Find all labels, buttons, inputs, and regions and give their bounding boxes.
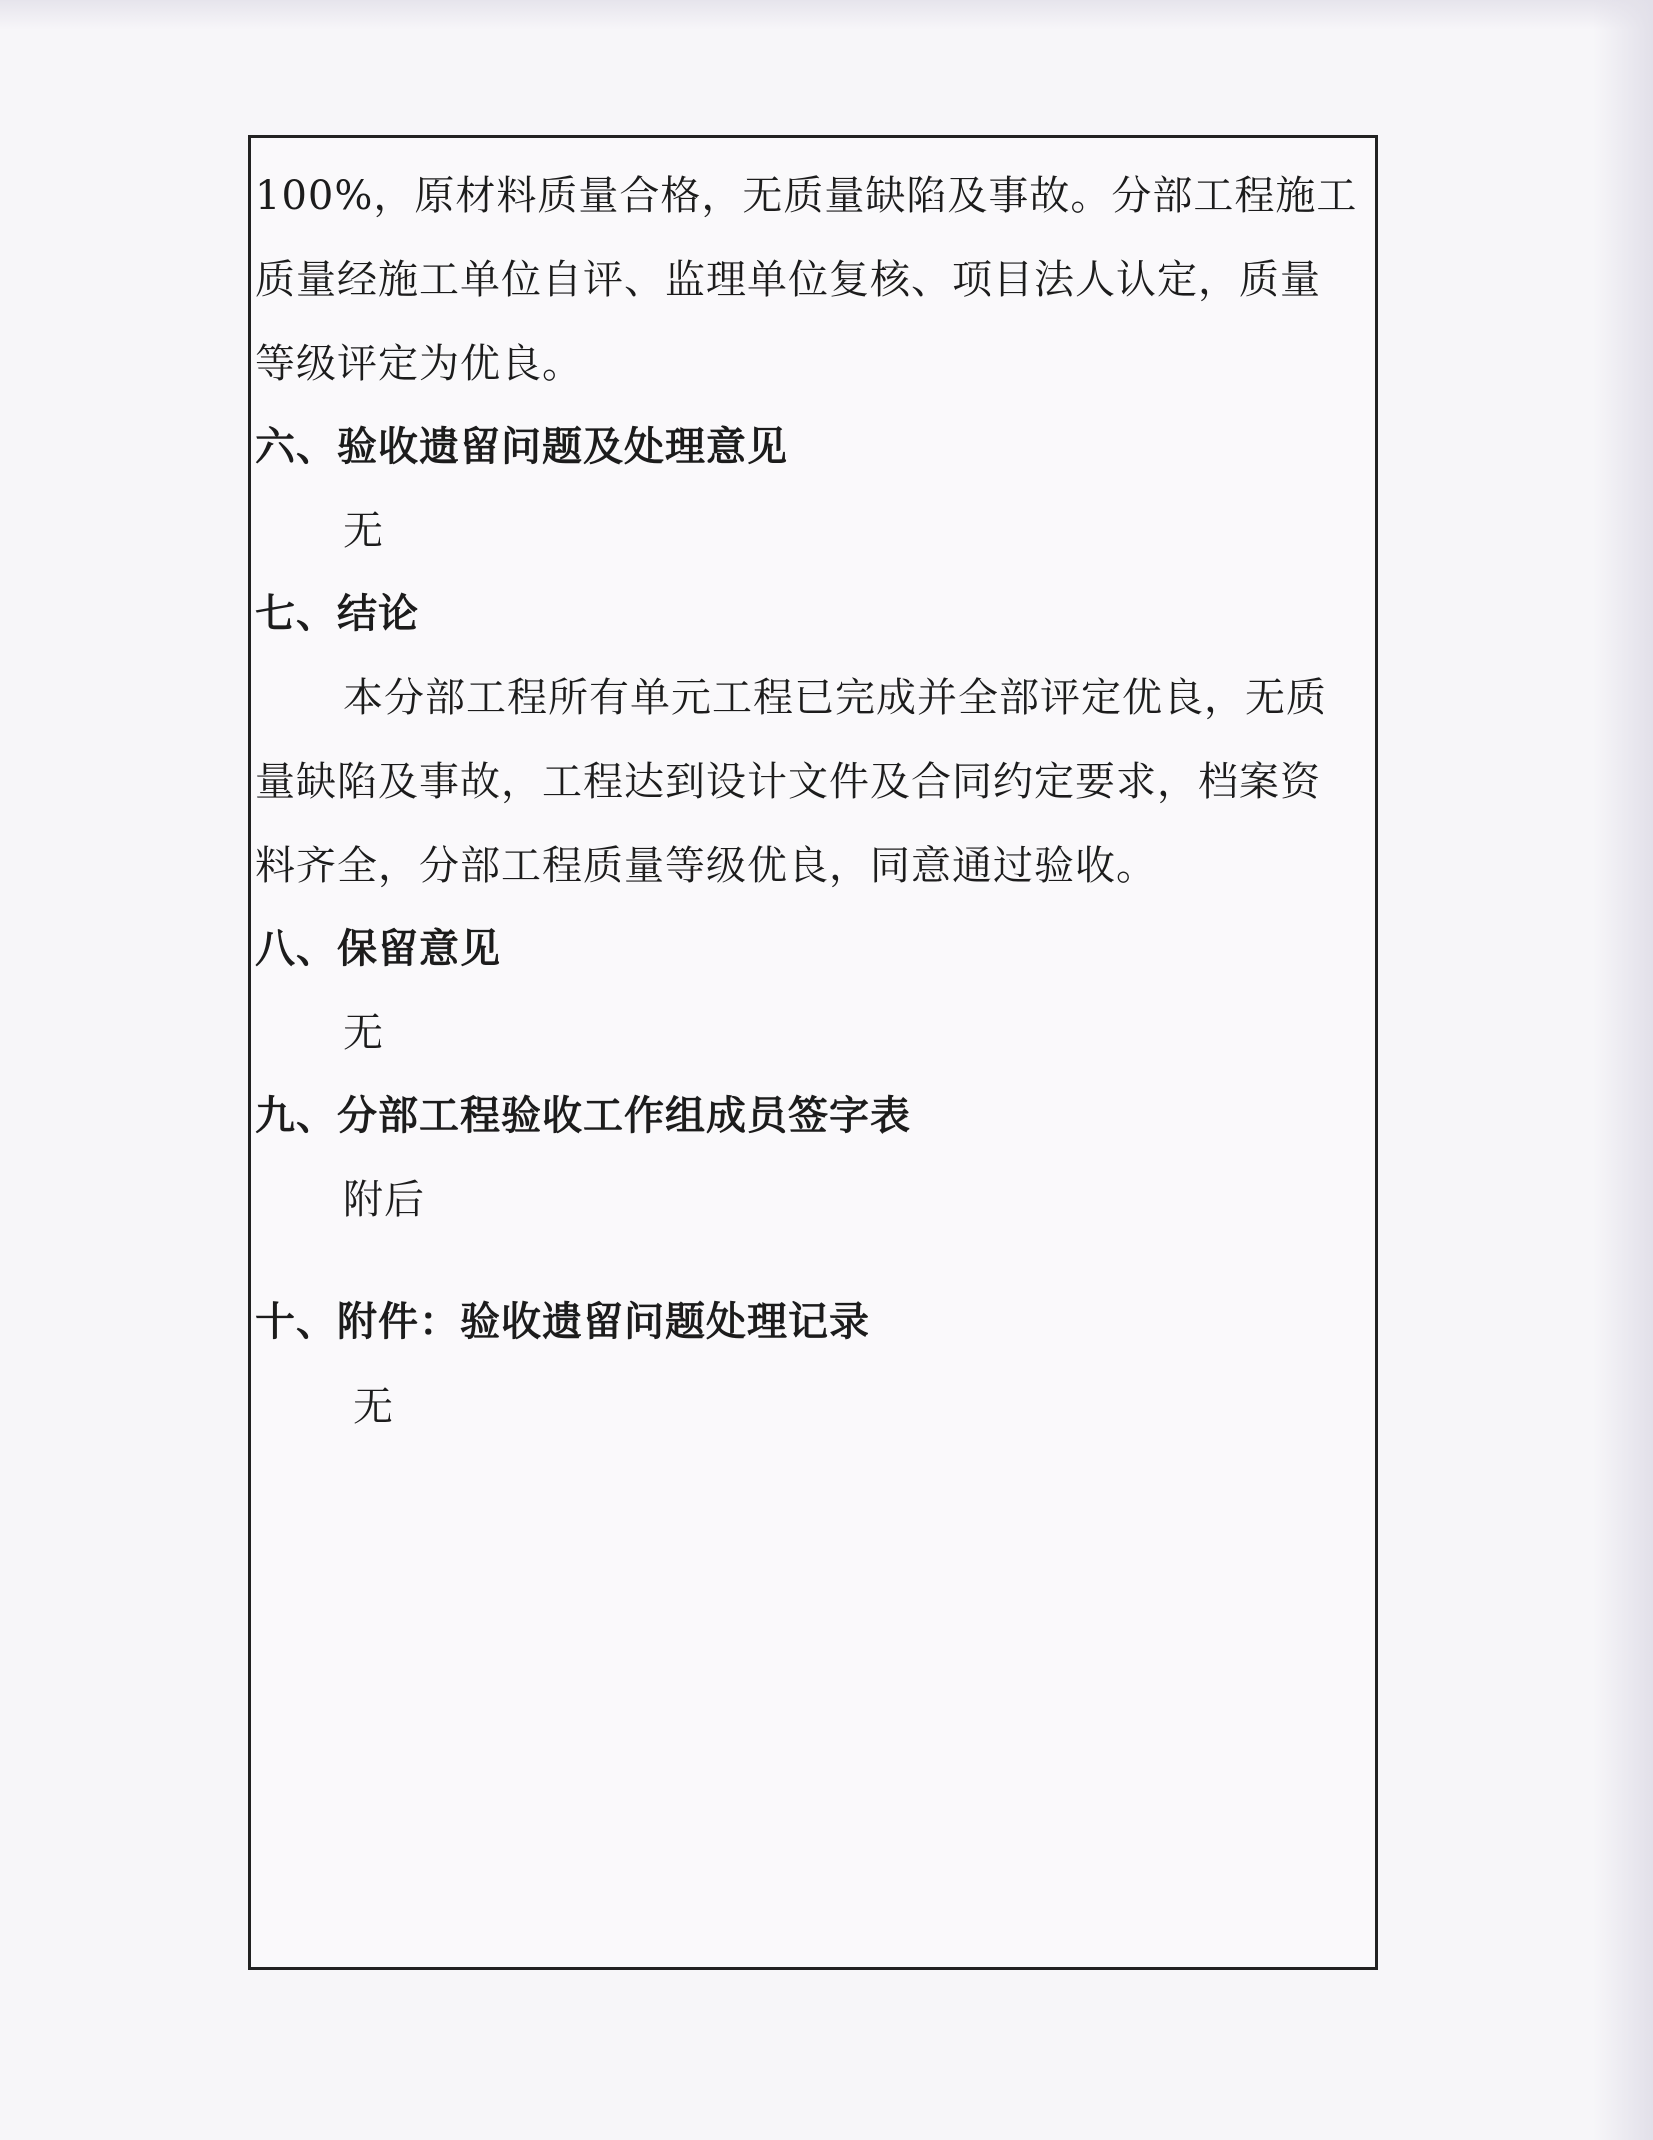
section-ten-body: 无 <box>353 1384 394 1430</box>
scan-right-edge <box>1593 0 1653 2140</box>
section-seven-body-line-3: 料齐全，分部工程质量等级优良，同意通过验收。 <box>255 843 1157 889</box>
scan-top-edge <box>0 0 1653 30</box>
section-six-heading: 六、验收遗留问题及处理意见 <box>255 423 788 470</box>
section-seven-heading: 七、结论 <box>255 590 419 637</box>
intro-line-1: 100%，原材料质量合格，无质量缺陷及事故。分部工程施工 <box>255 173 1358 219</box>
section-eight-heading: 八、保留意见 <box>255 925 501 972</box>
section-ten-heading: 十、附件：验收遗留问题处理记录 <box>255 1298 870 1345</box>
intro-line-3: 等级评定为优良。 <box>255 341 583 387</box>
section-six-body: 无 <box>343 508 384 554</box>
section-nine-body: 附后 <box>343 1177 425 1223</box>
section-nine-heading: 九、分部工程验收工作组成员签字表 <box>255 1092 911 1139</box>
section-seven-body-line-1: 本分部工程所有单元工程已完成并全部评定优良，无质 <box>343 675 1327 721</box>
intro-line-2: 质量经施工单位自评、监理单位复核、项目法人认定，质量 <box>255 257 1321 303</box>
section-seven-body-line-2: 量缺陷及事故，工程达到设计文件及合同约定要求，档案资 <box>255 759 1321 805</box>
section-eight-body: 无 <box>343 1010 384 1056</box>
document-frame <box>248 135 1378 1970</box>
